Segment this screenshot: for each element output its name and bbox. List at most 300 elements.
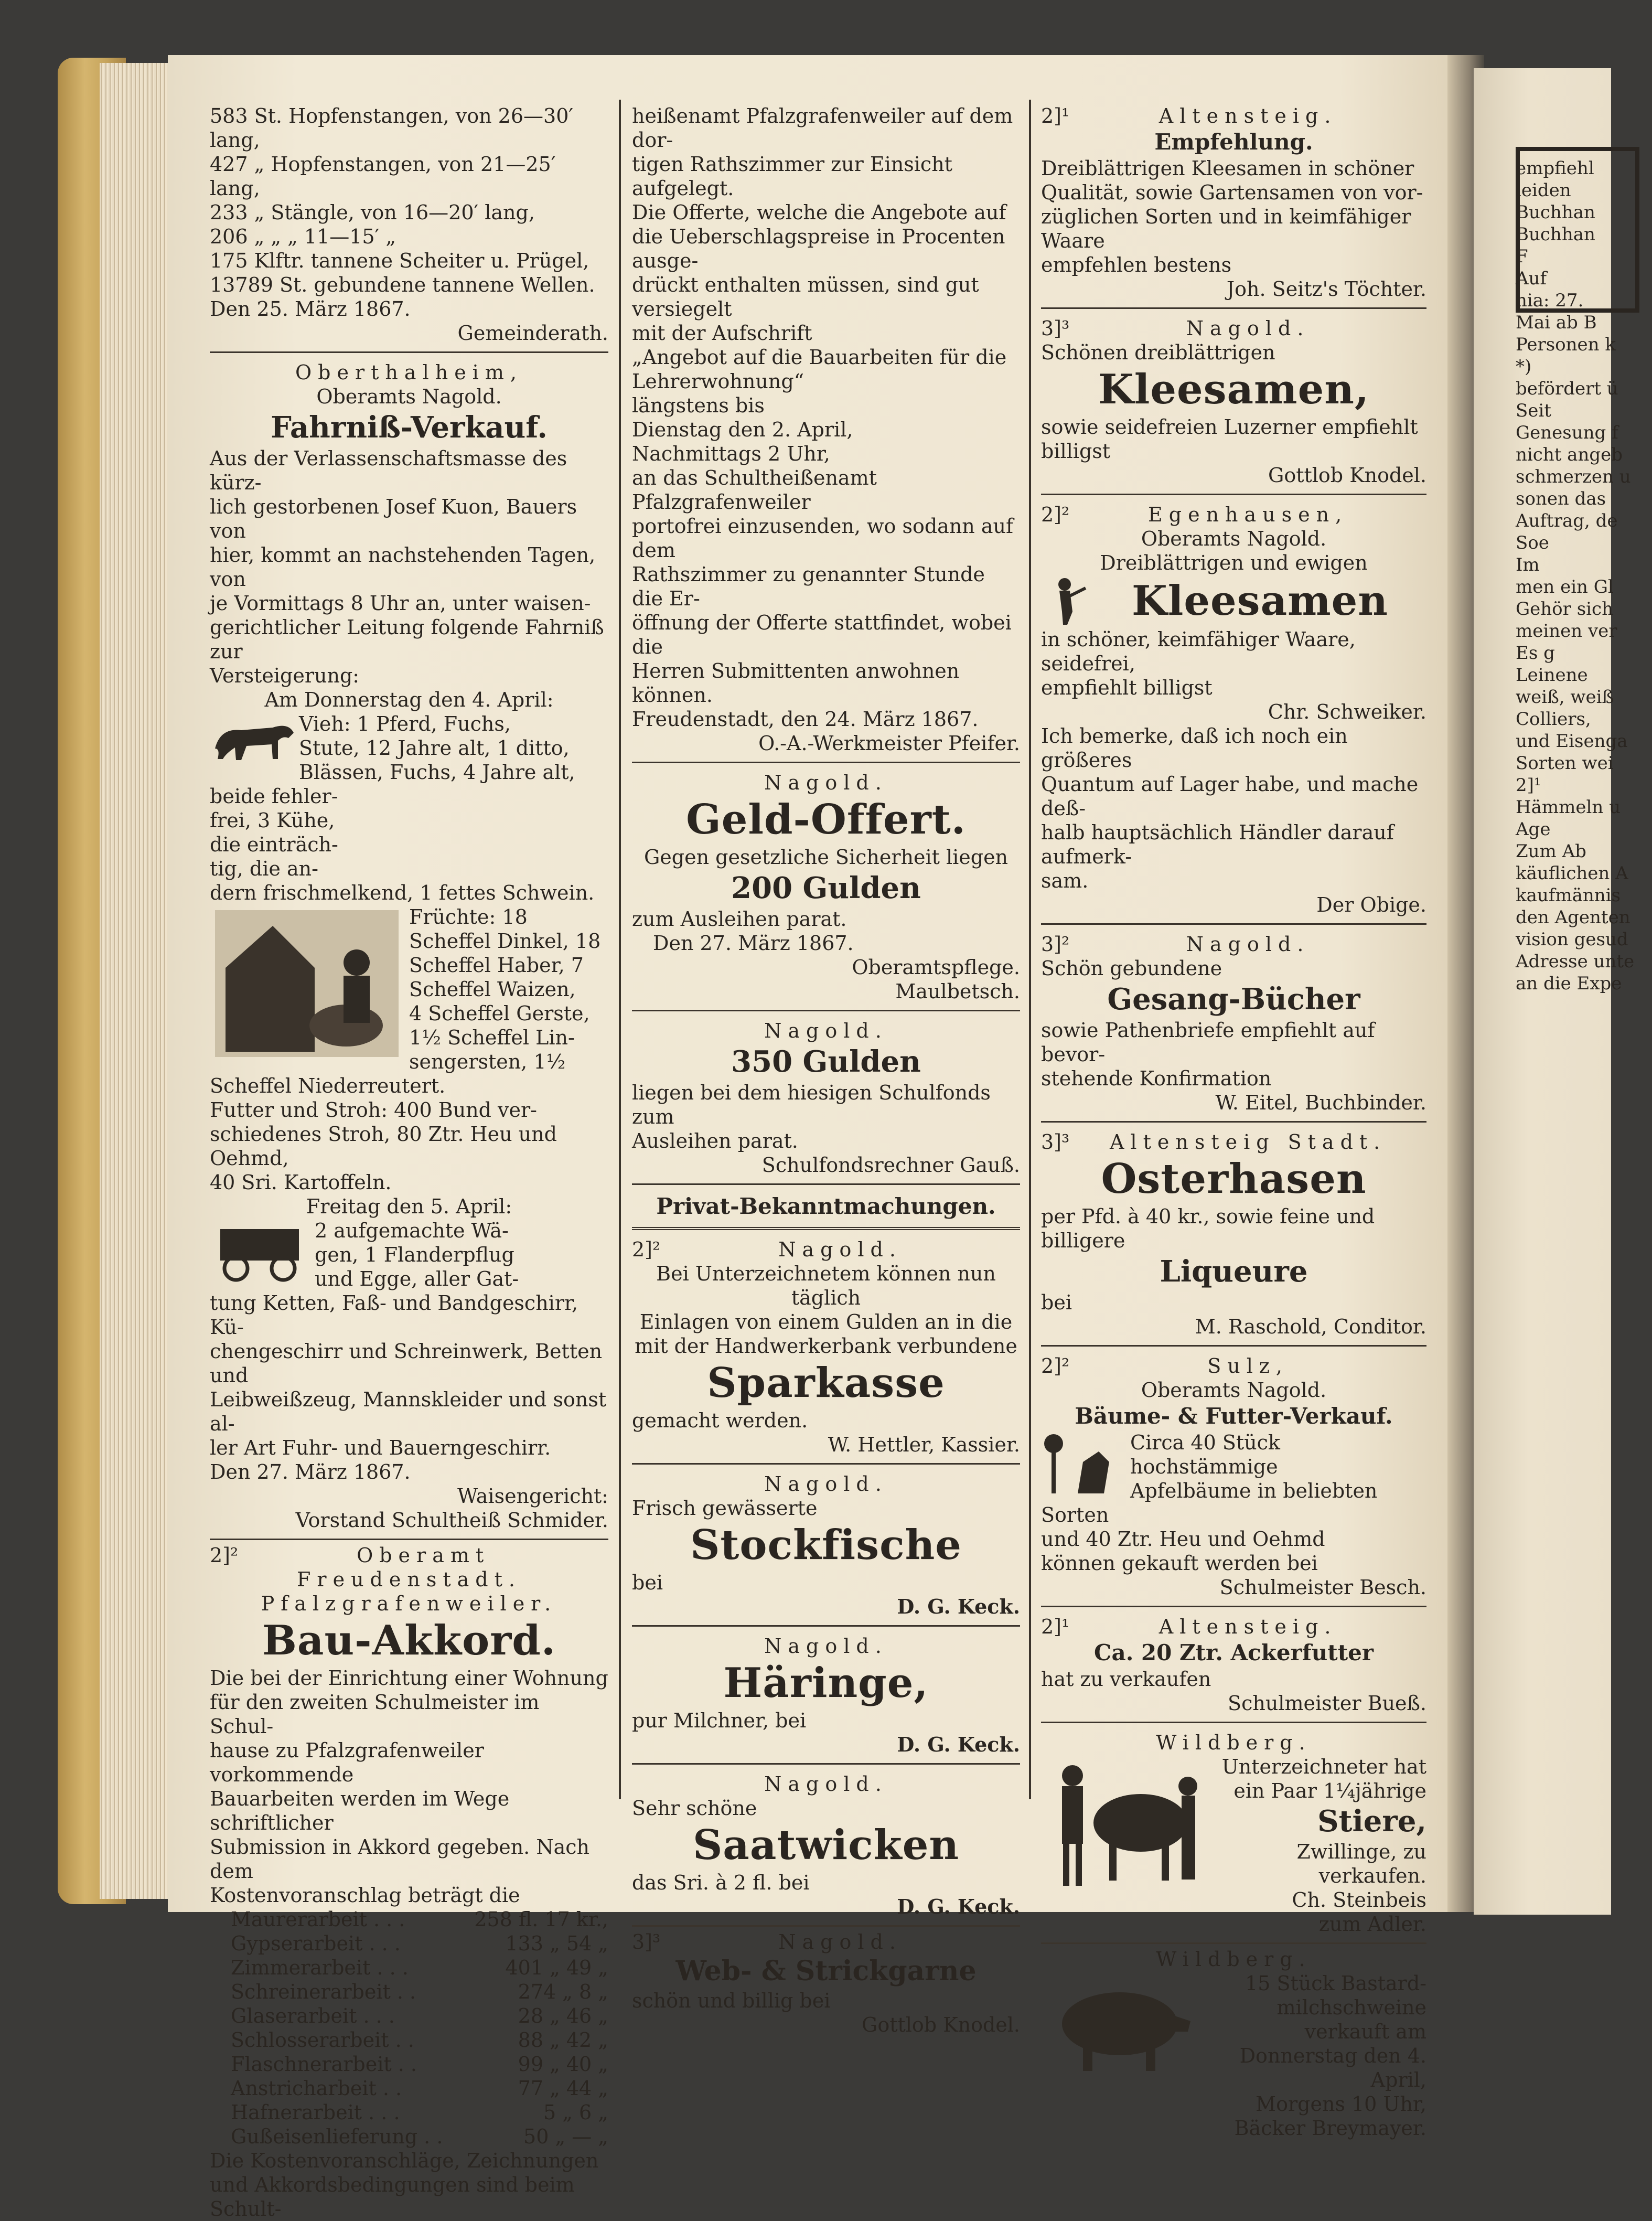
cost-amount: 99 „ 40 „ xyxy=(518,2053,608,2076)
text-line: 2 aufgemachte Wä- xyxy=(315,1219,509,1242)
signature: D. G. Keck. xyxy=(897,1895,1020,1918)
ad-title: Gesang-Bücher xyxy=(1107,982,1360,1017)
office-label: Oberamt Freudenstadt. xyxy=(297,1544,521,1591)
text-line: in schöner, keimfähiger Waare, seidefrei, xyxy=(1041,628,1356,675)
text-line: und Eisenga xyxy=(1516,731,1628,752)
place xyxy=(1041,316,1426,340)
ad-text: das Sri. à 2 fl. bei xyxy=(632,1871,810,1894)
ad-text: zum Ausleihen parat. xyxy=(632,907,847,931)
stockfische-ad xyxy=(632,1468,1020,1627)
text-line: tig, die an- xyxy=(210,857,318,880)
signature: Maulbetsch. xyxy=(895,980,1020,1003)
text-line: empfiehlt billigst xyxy=(1041,676,1213,699)
signature: D. G. Keck. xyxy=(897,1733,1020,1756)
cost-row xyxy=(210,2052,608,2076)
text-line: dern frischmelkend, 1 fettes Schwein. xyxy=(210,881,595,904)
next-page-fragment xyxy=(1474,68,1635,1915)
text-line: öffnung der Offerte stattfindet, wobei die xyxy=(632,611,1012,658)
text-line: Apfelbäume in beliebten Sorten xyxy=(1041,1479,1378,1526)
place: Nagold. xyxy=(764,1772,888,1796)
cost-row xyxy=(210,1956,608,1980)
text-line: mit der Aufschrift xyxy=(632,322,812,345)
text-line: Personen k xyxy=(1516,334,1616,355)
cost-item: Gußeisenlieferung . . xyxy=(231,2125,443,2148)
ad-text: Schön gebundene xyxy=(1041,957,1222,980)
ad-title: 350 Gulden xyxy=(731,1044,921,1079)
cost-row xyxy=(210,1907,608,1931)
garne-ad xyxy=(632,1930,1020,2037)
ad-title: Bäume- & Futter-Verkauf. xyxy=(1075,1403,1393,1429)
text-line: Submission in Akkord gegeben. Nach dem xyxy=(210,1835,589,1883)
ad-text: Einlagen von einem Gulden an in die xyxy=(639,1310,1013,1333)
ad-text xyxy=(632,104,1020,731)
cost-item: Anstricharbeit . . xyxy=(231,2077,402,2100)
fragment-text xyxy=(1516,157,1652,995)
text-line: 583 St. Hopfenstangen, von 26—30′ xyxy=(210,104,574,127)
text-line: Kostenvoranschlag beträgt die xyxy=(210,1884,520,1907)
text-line: chengeschirr und Schreinwerk, Betten und xyxy=(210,1340,603,1387)
ad-text: bei xyxy=(632,1571,663,1594)
place: Wildberg. xyxy=(1156,1948,1312,1971)
text-line: leiden xyxy=(1516,180,1571,201)
ad-text xyxy=(210,1666,608,1907)
insertion-marker: 2]² xyxy=(1041,1354,1070,1378)
place xyxy=(1041,1130,1426,1154)
text-line: lang, xyxy=(210,177,260,200)
ad-title: Stockfische xyxy=(690,1521,962,1569)
ad-title: Häringe, xyxy=(723,1659,929,1707)
ad-text: Bei Unterzeichnetem können nun täglich xyxy=(656,1262,996,1309)
saatwicken-ad xyxy=(632,1768,1020,1927)
cost-item: Flaschnerarbeit . . xyxy=(231,2053,417,2076)
text-line: Es g xyxy=(1516,643,1555,664)
cost-amount: 28 „ 46 „ xyxy=(518,2004,608,2027)
text-line: gerichtlicher Leitung folgende Fahrniß zur xyxy=(210,616,604,663)
cost-row xyxy=(210,2076,608,2100)
signature: W. Eitel, Buchbinder. xyxy=(1215,1091,1426,1114)
ad-text: gemacht werden. xyxy=(632,1409,808,1432)
insertion-marker: 2]² xyxy=(632,1238,661,1261)
text-line: Stute, 12 Jahre alt, 1 ditto, xyxy=(299,736,570,760)
cost-amount: 50 „ — „ xyxy=(523,2125,608,2148)
cost-amount: 258 fl. 17 kr., xyxy=(474,1908,608,1931)
text-line: meinen ver xyxy=(1516,621,1617,642)
geld-offert-ad xyxy=(632,766,1020,1011)
ad-subtitle: Liqueure xyxy=(1160,1254,1308,1289)
office xyxy=(210,1543,608,1592)
text-line: Bäcker Breymayer. xyxy=(1234,2117,1426,2140)
ad-text: pur Milchner, bei xyxy=(632,1709,807,1732)
text-line: und 40 Ztr. Heu und Oehmd xyxy=(1041,1528,1325,1551)
ackerfutter-ad xyxy=(1041,1610,1426,1723)
fahrniss-ad xyxy=(210,356,608,1540)
signature: Chr. Schweiker. xyxy=(1268,700,1426,723)
text-line: 15 Stück Bastard- xyxy=(1245,1972,1426,1995)
ad-text xyxy=(1041,627,1426,700)
place xyxy=(1041,1615,1426,1639)
text-line: empfehlen bestens xyxy=(1041,253,1232,276)
text-line: Buchhan xyxy=(1516,224,1595,245)
text-line: Buchhan xyxy=(1516,202,1595,223)
ad-title: Ca. 20 Ztr. Ackerfutter xyxy=(1094,1640,1374,1665)
text-line: Sorten wei xyxy=(1516,753,1614,774)
text-line: längstens bis xyxy=(632,394,765,417)
text-line: halb hauptsächlich Händler darauf aufmerk- xyxy=(1041,821,1394,868)
horse-woodcut xyxy=(210,712,299,764)
text-line: hause zu Pfalzgrafenweiler vorkommende xyxy=(210,1739,484,1786)
place xyxy=(1041,104,1426,128)
text-line: Qualität, sowie Gartensamen von vor- xyxy=(1041,181,1423,204)
ad-text: Frisch gewässerte xyxy=(632,1497,818,1520)
text-line: lich gestorbenen Josef Kuon, Bauers von xyxy=(210,495,577,542)
middle-column xyxy=(632,100,1020,2037)
sale-lines xyxy=(210,104,608,321)
text-line: gen, 1 Flanderpflug xyxy=(315,1243,514,1266)
ad-title: Web- & Strickgarne xyxy=(675,1955,977,1987)
text-line: schiedenes Stroh, 80 Ztr. Heu und Oehmd, xyxy=(210,1123,557,1170)
text-line: Genesung f xyxy=(1516,422,1618,443)
ad-text: liegen bei dem hiesigen Schulfonds zum xyxy=(632,1081,991,1128)
text-line: Herren Submittenten anwohnen können. xyxy=(632,659,960,707)
text-line: und Egge, aller Gat- xyxy=(315,1267,519,1290)
text-line: Zwillinge, zu verkaufen. xyxy=(1296,1840,1426,1887)
ad-text: hat zu verkaufen xyxy=(1041,1668,1211,1691)
cost-item: Glaserarbeit . . . xyxy=(231,2004,395,2027)
cost-row xyxy=(210,2124,608,2149)
place-label: Sulz, xyxy=(1207,1354,1289,1378)
place-label: Altensteig. xyxy=(1158,104,1337,127)
place xyxy=(632,1237,1020,1262)
text-line: *) xyxy=(1516,356,1532,377)
schweine-ad xyxy=(1041,1947,1426,2140)
text-line: ein Paar 1¼jährige xyxy=(1233,1779,1426,1802)
insertion-marker: 3]³ xyxy=(632,1930,661,1953)
text-line: Aus der Verlassenschaftsmasse des kürz- xyxy=(210,447,567,494)
text-line: Auftrag, de xyxy=(1516,510,1618,531)
ad-title: Kleesamen xyxy=(1132,577,1388,625)
tree-woodcut xyxy=(1041,1430,1130,1499)
text-line: sonen das xyxy=(1516,488,1606,509)
text-line: schmerzen u xyxy=(1516,466,1631,487)
text-line: 40 Sri. Kartoffeln. xyxy=(210,1171,392,1194)
insertion-marker: 2]¹ xyxy=(1041,1615,1070,1638)
text-line: Freudenstadt, den 24. März 1867. xyxy=(632,708,979,731)
text-line: beide fehler- xyxy=(210,785,338,808)
kleesamen-egenhausen-ad xyxy=(1041,498,1426,925)
sower-woodcut xyxy=(1041,575,1093,627)
schulfonds-ad xyxy=(632,1015,1020,1185)
text-line: sam. xyxy=(1041,869,1089,892)
text-line: men ein Gl xyxy=(1516,576,1614,597)
text-line: und Akkordsbedingungen sind beim Schult- xyxy=(210,2173,575,2220)
place-label: Nagold. xyxy=(1186,317,1310,340)
right-column xyxy=(1041,100,1426,2140)
text-line: Hämmeln u xyxy=(1516,797,1621,818)
cost-row xyxy=(210,2028,608,2052)
ad-text: per Pfd. à 40 kr., sowie feine und billigere xyxy=(1041,1205,1375,1252)
text-line: weiß, weiß xyxy=(1516,687,1614,708)
kleesamen-ad xyxy=(1041,312,1426,495)
ad-text xyxy=(210,2149,608,2221)
signature: Schulmeister Bueß. xyxy=(1228,1692,1426,1715)
date-line: Den 27. März 1867. xyxy=(653,932,854,955)
insertion-marker: 3]³ xyxy=(1041,317,1070,340)
text-line: Leibweißzeug, Mannskleider und sonst al- xyxy=(210,1388,607,1435)
bau-continuation xyxy=(632,100,1020,763)
place xyxy=(1041,1354,1426,1378)
text-line: heißenamt Pfalzgrafenweiler auf dem dor- xyxy=(632,104,1013,152)
text-line: 13789 St. gebundene tannene Wellen. xyxy=(210,273,595,296)
signature: Schulmeister Besch. xyxy=(1219,1576,1426,1599)
left-column xyxy=(210,100,608,2221)
text-line: Scheffel Haber, 7 xyxy=(409,954,584,977)
pig-woodcut xyxy=(1041,1971,1198,2076)
date-line: Freitag den 5. April: xyxy=(306,1195,512,1218)
text-line: an das Schultheißenamt Pfalzgrafenweiler xyxy=(632,466,877,514)
place: Nagold. xyxy=(764,771,888,794)
ad-text: sowie seidefreien Luzerner empfiehlt xyxy=(1041,415,1418,439)
fruechte-block xyxy=(210,905,608,1098)
place: Nagold. xyxy=(764,1635,888,1658)
insertion-marker: 3]² xyxy=(1041,933,1070,956)
ad-text xyxy=(1041,156,1426,277)
text-line: Dienstag den 2. April, xyxy=(632,418,853,441)
text-line: Gehör sich xyxy=(1516,599,1613,620)
place-label: Egenhausen, xyxy=(1148,503,1348,526)
text-line: können gekauft werden bei xyxy=(1041,1552,1318,1575)
cost-amount: 133 „ 54 „ xyxy=(505,1932,608,1955)
text-line: „Angebot auf die Bauarbeiten für die xyxy=(632,346,1007,369)
bulls-woodcut xyxy=(1041,1755,1214,1891)
text-line: Auf xyxy=(1516,268,1547,289)
insertion-marker: 2]² xyxy=(1041,503,1070,526)
text-line: drückt enthalten müssen, sind gut versiegelt xyxy=(632,273,979,321)
text-line: tung Ketten, Faß- und Bandgeschirr, Kü- xyxy=(210,1291,578,1339)
place-label: Nagold. xyxy=(778,1930,902,1953)
text-line: nicht angeb xyxy=(1516,444,1623,465)
signature: M. Raschold, Conditor. xyxy=(1195,1315,1426,1338)
text-line: zum Adler. xyxy=(1318,1913,1426,1936)
text-line: vision gesud xyxy=(1516,929,1628,950)
column-rule xyxy=(619,100,621,1799)
ad-text: Ausleihen parat. xyxy=(632,1129,798,1152)
ad-text: bei xyxy=(1041,1291,1072,1314)
text-line: 4 Scheffel Gerste, xyxy=(409,1002,590,1025)
text-line: Lehrerwohnung“ xyxy=(632,370,804,393)
text-line: Die Kostenvoranschläge, Zeichnungen xyxy=(210,2149,599,2172)
place: Pfalzgrafenweiler. xyxy=(261,1592,557,1615)
date-line: Am Donnerstag den 4. April: xyxy=(264,688,554,711)
baeume-block xyxy=(1041,1430,1426,1575)
place xyxy=(1041,503,1426,527)
text-line: züglichen Sorten und in keimfähiger Waare xyxy=(1041,205,1411,252)
cost-row xyxy=(210,2004,608,2028)
text-line: milchschweine verkauft am xyxy=(1276,1996,1426,2043)
place-label: Nagold. xyxy=(1186,933,1310,956)
ad-text xyxy=(1041,724,1426,893)
insertion-marker: 3]³ xyxy=(1041,1130,1070,1154)
insertion-marker: 2]¹ xyxy=(1041,104,1070,127)
ad-text: Gegen gesetzliche Sicherheit liegen xyxy=(643,846,1009,869)
signature: Gottlob Knodel. xyxy=(862,2013,1020,2036)
text-line: an die Expe xyxy=(1516,973,1622,994)
signature: Joh. Seitz's Töchter. xyxy=(1226,277,1426,301)
signature: Gottlob Knodel. xyxy=(1268,464,1426,487)
cost-row xyxy=(210,2100,608,2124)
text-line: Circa 40 Stück hochstämmige xyxy=(1130,1431,1280,1478)
insertion-marker: 2]² xyxy=(210,1544,239,1567)
text-line: portofrei einzusenden, wo sodann auf dem xyxy=(632,515,1014,562)
page-edges xyxy=(100,63,168,1899)
text-line: hier, kommt an nachstehenden Tagen, von xyxy=(210,543,596,591)
signature: D. G. Keck. xyxy=(897,1595,1020,1618)
text-line: je Vormittags 8 Uhr an, unter waisen- xyxy=(210,592,591,615)
text-line: 1½ Scheffel Lin- xyxy=(409,1026,575,1049)
signature: Schulfondsrechner Gauß. xyxy=(761,1154,1020,1177)
text-line: Rathszimmer zu genannter Stunde die Er- xyxy=(632,563,985,610)
ad-title: Geld-Offert. xyxy=(686,796,966,843)
text-line: Mai ab B xyxy=(1516,312,1597,333)
cost-table xyxy=(210,1907,608,2149)
text-line: 206 „ „ „ 11—15′ „ xyxy=(210,225,396,248)
text-line: Den 25. März 1867. xyxy=(210,297,411,321)
text-line: nia: 27. xyxy=(1516,290,1584,311)
cost-item: Zimmerarbeit . . . xyxy=(231,1956,409,1979)
baeume-ad xyxy=(1041,1350,1426,1607)
cost-amount: 88 „ 42 „ xyxy=(518,2028,608,2052)
place xyxy=(1041,932,1426,956)
sparkasse-ad xyxy=(632,1233,1020,1465)
ad-title: Osterhasen xyxy=(1101,1155,1367,1203)
ad-title: Stiere, xyxy=(1317,1804,1426,1839)
text-line: Nachmittags 2 Uhr, xyxy=(632,442,830,465)
ad-text: billigst xyxy=(1041,440,1111,463)
text-line: Die bei der Einrichtung einer Wohnung xyxy=(210,1667,608,1690)
text-line: Leinene xyxy=(1516,665,1588,686)
hopfenstangen-ad xyxy=(210,100,608,353)
ad-text: stehende Konfirmation xyxy=(1041,1067,1272,1090)
signature: Der Obige. xyxy=(1316,893,1426,916)
cost-amount: 274 „ 8 „ xyxy=(518,1980,608,2003)
district: Oberamts Nagold. xyxy=(316,385,502,408)
signature: Oberamtspflege. xyxy=(852,956,1020,979)
bau-akkord-ad xyxy=(210,1543,608,2221)
column-rule xyxy=(1029,100,1031,1799)
text-line: Age xyxy=(1516,819,1551,840)
ad-text: Sehr schöne xyxy=(632,1797,757,1820)
ad-text: schön und billig bei xyxy=(632,1989,831,2012)
text-line: Ch. Steinbeis xyxy=(1292,1888,1426,1912)
wagen-block xyxy=(210,1219,608,1484)
text-line: Seit xyxy=(1516,400,1551,421)
ad-title: Sparkasse xyxy=(707,1359,945,1407)
text-line: Zum Ab xyxy=(1516,841,1586,862)
signature: Vorstand Schultheiß Schmider. xyxy=(295,1509,608,1532)
place-label: Nagold. xyxy=(778,1238,902,1261)
futter-text xyxy=(210,1098,608,1194)
text-line: 427 „ Hopfenstangen, von 21—25′ xyxy=(210,153,556,176)
place: Oberthalheim, xyxy=(295,361,523,384)
text-line: Futter und Stroh: 400 Bund ver- xyxy=(210,1098,538,1122)
text-line: sengersten, 1½ xyxy=(409,1050,566,1073)
ad-title: Fahrniß-Verkauf. xyxy=(271,410,548,445)
cost-item: Gypserarbeit . . . xyxy=(231,1932,401,1955)
text-line: Bauarbeiten werden im Wege schriftlicher xyxy=(210,1787,510,1834)
text-line: frei, 3 Kühe, xyxy=(210,809,335,832)
cost-item: Schlosserarbeit . . xyxy=(231,2028,414,2052)
text-line: für den zweiten Schulmeister im Schul- xyxy=(210,1691,540,1738)
signature: W. Hettler, Kassier. xyxy=(828,1433,1020,1456)
place-label: Altensteig. xyxy=(1158,1615,1337,1638)
signature: Waisengericht: xyxy=(457,1485,608,1508)
cost-item: Maurerarbeit . . . xyxy=(231,1908,405,1931)
wagon-woodcut xyxy=(210,1219,315,1282)
text-line: Früchte: 18 xyxy=(409,905,528,928)
text-line: Versteigerung: xyxy=(210,664,360,687)
amount: 200 Gulden xyxy=(731,871,921,905)
text-line: Colliers, xyxy=(1516,709,1591,730)
text-line: befördert ü xyxy=(1516,378,1618,399)
text-line: 233 „ Stängle, von 16—20′ lang, xyxy=(210,201,535,224)
osterhasen-ad xyxy=(1041,1126,1426,1347)
text-line: lang, xyxy=(210,129,260,152)
text-line: den Agenten xyxy=(1516,907,1630,928)
text-line: Den 27. März 1867. xyxy=(210,1460,411,1483)
section-heading: Privat-Bekanntmachungen. xyxy=(632,1188,1020,1230)
text-line: ler Art Fuhr- und Bauerngeschirr. xyxy=(210,1436,551,1459)
text-line: Die Offerte, welche die Angebote auf xyxy=(632,201,1006,224)
ad-text: Dreiblättrigen und ewigen xyxy=(1100,551,1368,574)
ad-title: Saatwicken xyxy=(692,1821,960,1869)
text-line: tigen Rathszimmer zur Einsicht aufgelegt. xyxy=(632,153,952,200)
text-line: Morgens 10 Uhr, xyxy=(1256,2092,1426,2116)
place-label: Altensteig Stadt. xyxy=(1109,1130,1387,1154)
text-line: 2]¹ xyxy=(1516,775,1541,796)
text-line: die einträch- xyxy=(210,833,338,856)
text-line: kaufmännis xyxy=(1516,885,1621,906)
ad-text xyxy=(210,446,608,688)
cost-amount: 401 „ 49 „ xyxy=(505,1956,608,1979)
text-line: F xyxy=(1516,246,1528,267)
cost-item: Schreinerarbeit . . xyxy=(231,1980,416,2003)
market-woodcut xyxy=(210,905,409,1062)
district: Oberamts Nagold. xyxy=(1141,1379,1327,1402)
text-line: die Ueberschlagspreise in Procenten ausge- xyxy=(632,225,1005,272)
signature: O.-A.-Werkmeister Pfeifer. xyxy=(758,732,1020,755)
empfehlung-ad xyxy=(1041,100,1426,309)
cost-item: Hafnerarbeit . . . xyxy=(231,2101,400,2124)
ad-text: mit der Handwerkerbank verbundene xyxy=(635,1334,1017,1358)
title-row xyxy=(1041,575,1426,627)
ad-text: sowie Pathenbriefe empfiehlt auf bevor- xyxy=(1041,1019,1375,1066)
place: Wildberg. xyxy=(1156,1731,1312,1754)
text-line: Scheffel Dinkel, 18 xyxy=(409,930,601,953)
cost-amount: 5 „ 6 „ xyxy=(543,2101,608,2124)
text-line: 175 Klftr. tannene Scheiter u. Prügel, xyxy=(210,249,589,272)
text-line: Vieh: 1 Pferd, Fuchs, xyxy=(299,712,511,735)
text-line: Quantum auf Lager habe, und mache deß- xyxy=(1041,773,1419,820)
place xyxy=(632,1930,1020,1954)
text-line: Scheffel Niederreutert. xyxy=(210,1074,446,1097)
haeringe-ad xyxy=(632,1630,1020,1765)
place: Nagold. xyxy=(764,1472,888,1496)
gesangbuecher-ad xyxy=(1041,928,1426,1123)
ad-title: Empfehlung. xyxy=(1154,129,1313,155)
cost-row xyxy=(210,1980,608,2004)
cost-amount: 77 „ 44 „ xyxy=(518,2077,608,2100)
text-line: Adresse unte xyxy=(1516,951,1635,972)
text-line: Unterzeichneter hat xyxy=(1221,1755,1426,1778)
